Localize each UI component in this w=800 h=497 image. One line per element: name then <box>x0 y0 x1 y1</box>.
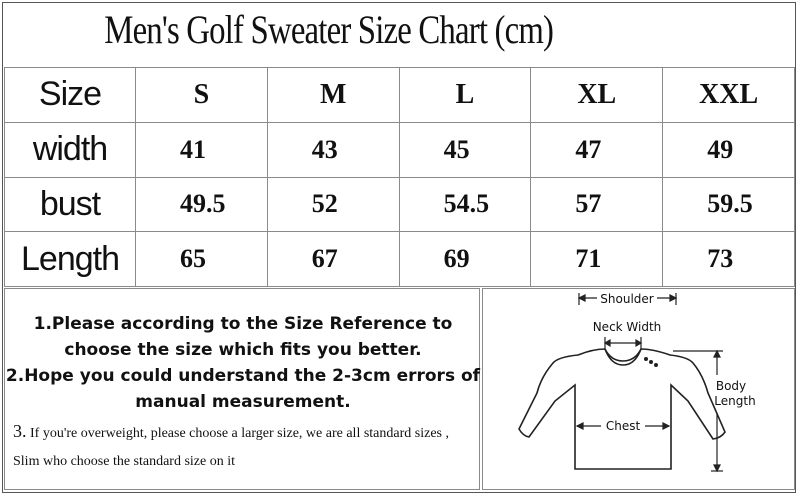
notes-panel <box>4 288 480 490</box>
body-length-label-line-2: Length <box>714 394 756 408</box>
sweater-icon <box>483 289 796 491</box>
table-cell: 49.5 <box>136 177 268 232</box>
table-cell: 45 <box>399 122 531 177</box>
row-label-bust: bust <box>5 177 136 232</box>
chest-label: Chest <box>605 419 641 433</box>
size-l: L <box>399 68 531 123</box>
table-cell: 49 <box>663 122 795 177</box>
table-row-bust <box>5 177 795 232</box>
note-3-number: 3. <box>13 421 27 441</box>
table-cell: 52 <box>267 177 399 232</box>
size-header-row <box>5 68 795 123</box>
table-cell: 47 <box>531 122 663 177</box>
table-cell: 41 <box>136 122 268 177</box>
note-1-line-1: 1.Please according to the Size Reference to <box>33 314 453 334</box>
table-cell: 54.5 <box>399 177 531 232</box>
neck-width-label: Neck Width <box>592 320 662 334</box>
table-cell: 43 <box>267 122 399 177</box>
table-row-width <box>5 122 795 177</box>
note-1 <box>5 311 481 363</box>
note-3-text: If you're overweight, please choose a larger size, we are all standard sizes , <box>30 426 449 441</box>
measurement-diagram <box>482 288 795 490</box>
table-cell: 59.5 <box>663 177 795 232</box>
size-xl: XL <box>531 68 663 123</box>
table-cell: 69 <box>399 232 531 287</box>
note-3 <box>13 417 481 476</box>
table-cell: 73 <box>663 232 795 287</box>
row-label-length: Length <box>5 232 136 287</box>
size-xxl: XXL <box>663 68 795 123</box>
note-3-line-1 <box>13 417 481 448</box>
size-corner-label: Size <box>5 68 136 123</box>
table-row-length <box>5 232 795 287</box>
table-cell: 57 <box>531 177 663 232</box>
table-cell: 71 <box>531 232 663 287</box>
body-length-label-line-1: Body <box>715 379 747 393</box>
size-s: S <box>136 68 268 123</box>
note-2 <box>5 363 481 415</box>
note-1-line-2: choose the size which fits you better. <box>64 340 422 360</box>
note-3-line-2: Slim who choose the standard size on it <box>13 454 236 469</box>
chart-title: Men's Golf Sweater Size Chart (cm) <box>104 7 554 52</box>
note-2-line-2: manual measurement. <box>135 392 351 412</box>
row-label-width: width <box>5 122 136 177</box>
size-m: M <box>267 68 399 123</box>
size-table <box>4 67 795 287</box>
table-cell: 65 <box>136 232 268 287</box>
table-cell: 67 <box>267 232 399 287</box>
shoulder-label: Shoulder <box>600 292 654 306</box>
note-2-line-1: 2.Hope you could understand the 2-3cm errors of <box>5 366 481 386</box>
